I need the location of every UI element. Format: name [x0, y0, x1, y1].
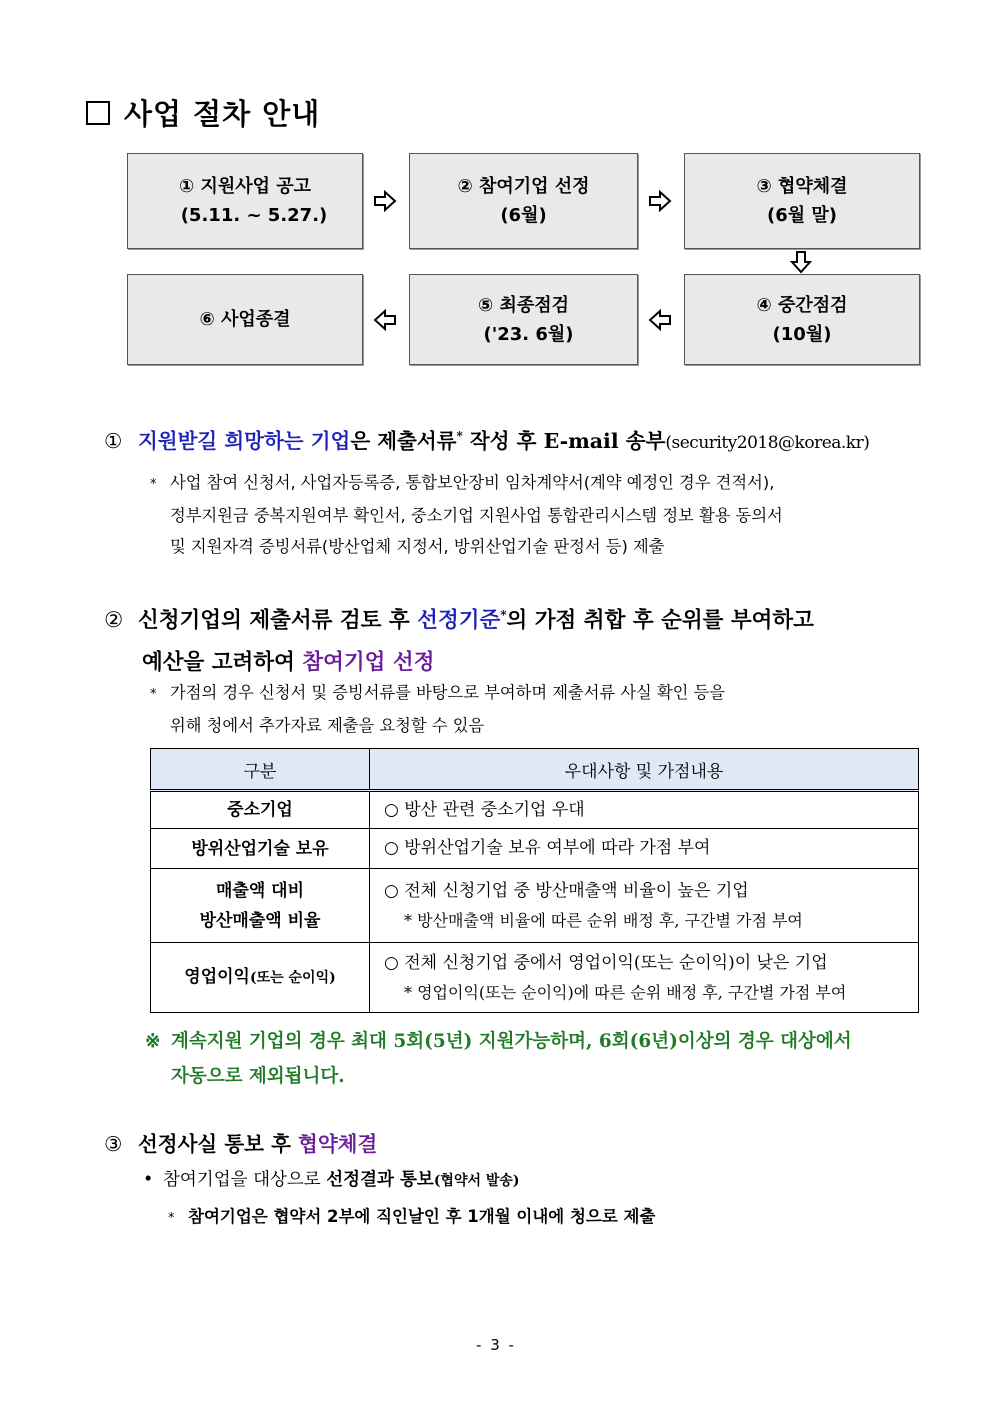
section-3-number: ③	[104, 1132, 123, 1156]
continuation-notice-line-2	[145, 1059, 852, 1094]
section-1-sup: *	[456, 429, 463, 444]
table-row	[151, 869, 919, 943]
table-cell-subline: * 영업이익(또는 순이익)에 따른 순위 배정 후, 구간별 가점 부여	[404, 982, 847, 1002]
section-1-note-line-1: 사업 참여 신청서, 사업자등록증, 통합보안장비 임차계약서(계약 예정인 경우 견적서),	[170, 473, 775, 492]
table-cell-subline: * 방산매출액 비율에 따른 순위 배정 후, 구간별 가점 부여	[404, 910, 803, 930]
flow-step-6	[127, 274, 363, 365]
arrow-down-icon	[788, 249, 814, 275]
table-header-category: 구분	[151, 749, 370, 791]
criteria-table	[150, 748, 919, 1013]
table-header-content: 우대사항 및 가점내용	[370, 749, 919, 791]
flow-step-4-date: (10월)	[772, 323, 832, 345]
section-2-note-line: * 가점의 경우 신청서 및 증빙서류를 바탕으로 부여하며 제출서류 사실 확인 등을	[150, 683, 726, 702]
table-cell-label-line-1: 매출액 대비	[215, 880, 305, 901]
table-cell-line: ○ 전체 신청기업 중 방산매출액 비율이 높은 기업	[384, 880, 749, 901]
section-3-bullet-small: (협약서 발송)	[433, 1173, 520, 1189]
table-cell-label: 방위산업기술 보유	[151, 829, 370, 869]
flow-step-4	[684, 274, 920, 365]
section-2-text-a: 신청기업의 제출서류 검토 후	[138, 608, 418, 634]
continuation-notice-text-2: 자동으로 제외됩니다.	[171, 1066, 345, 1087]
bullet-icon: •	[143, 1170, 154, 1190]
table-cell-value	[370, 943, 919, 1013]
flow-step-3-date: (6월 말)	[766, 205, 838, 226]
flow-step-1	[127, 153, 363, 249]
section-2-line2-a: 예산을 고려하여	[142, 650, 303, 676]
section-3-bullet	[143, 1165, 520, 1197]
checkbox-square-icon	[86, 101, 110, 125]
table-cell-value	[370, 829, 919, 869]
section-1-note	[150, 467, 783, 562]
table-cell-label-small: (또는 순이익)	[249, 970, 336, 986]
continuation-notice-text-1: 계속지원 기업의 경우 최대 5회(5년) 지원가능하며, 6회(6년)이상의 경우 대상에서	[171, 1031, 852, 1052]
section-3-bullet-text: 참여기업을 대상으로	[163, 1170, 327, 1190]
flow-step-3	[684, 153, 920, 249]
table-row	[151, 943, 919, 1013]
flow-step-2-label: ② 참여기업 선정	[457, 176, 590, 197]
section-3-bullet-bold: 선정결과 통보	[326, 1170, 434, 1190]
flow-step-5-label: ⑤ 최종점검	[477, 294, 570, 316]
flow-step-2-date: (6월)	[500, 205, 547, 226]
continuation-notice	[145, 1024, 852, 1094]
arrow-left-icon	[647, 307, 673, 333]
table-cell-label	[151, 943, 370, 1013]
flow-step-5-date: ('23. 6월)	[483, 323, 574, 345]
table-cell-line: ○ 방위산업기술 보유 여부에 따라 가점 부여	[384, 838, 711, 858]
section-2-note-line	[150, 710, 725, 741]
page-title	[86, 92, 320, 133]
table-cell-label-line-2: 방산매출액 비율	[199, 910, 321, 931]
table-cell-label-line-1: 영업이익	[184, 967, 250, 987]
section-3-text-a: 선정사실 통보 후	[138, 1132, 299, 1156]
section-3-note	[168, 1201, 655, 1234]
section-1-email: (security2018@korea.kr)	[665, 433, 870, 453]
section-2-highlight-criteria: 선정기준	[417, 608, 501, 634]
section-1-note-line-3: 및 지원자격 증빙서류(방산업체 지정서, 방위산업기술 판정서 등) 제출	[170, 537, 665, 556]
arrow-left-icon	[372, 307, 398, 333]
section-2-note-line-2: 위해 청에서 추가자료 제출을 요청할 수 있음	[170, 716, 485, 735]
page-number: - 3 -	[476, 1336, 516, 1354]
section-3-highlight: 협약체결	[298, 1132, 378, 1156]
table-header-row	[151, 749, 919, 791]
flow-step-1-label: ① 지원사업 공고	[178, 176, 312, 197]
flow-step-4-label: ④ 중간점검	[756, 294, 848, 316]
table-cell-value	[370, 869, 919, 943]
section-1-text-a: 은 제출서류	[350, 429, 457, 453]
flow-step-5	[409, 274, 638, 365]
page-title-text: 사업 절차 안내	[124, 97, 321, 131]
table-cell-label: 중소기업	[151, 791, 370, 829]
section-2-note-line-1: 가점의 경우 신청서 및 증빙서류를 바탕으로 부여하며 제출서류 사실 확인 등을	[170, 683, 726, 702]
arrow-right-icon	[372, 188, 398, 214]
section-1-text-b: 작성 후 E-mail 송부	[462, 429, 666, 453]
flow-step-3-label: ③ 협약체결	[756, 176, 848, 197]
section-1-note-line: * 사업 참여 신청서, 사업자등록증, 통합보안장비 임차계약서(계약 예정인 경우 견적서),	[150, 473, 775, 492]
section-2-note	[150, 677, 725, 741]
section-1-note-line	[150, 500, 783, 531]
section-2-highlight-selection: 참여기업 선정	[302, 650, 435, 676]
section-2-heading	[104, 594, 814, 684]
reference-mark-icon: ※	[145, 1031, 161, 1052]
section-1-note-line-2: 정부지원금 중복지원여부 확인서, 중소기업 지원사업 통합관리시스템 정보 활용 동의서	[170, 506, 783, 525]
table-cell-line: ○ 전체 신청기업 중에서 영업이익(또는 순이익)이 낮은 기업	[384, 952, 828, 973]
table-cell-value	[370, 791, 919, 829]
flow-step-2	[409, 153, 638, 249]
section-1-note-line	[150, 531, 783, 562]
section-1-highlight: 지원받길 희망하는 기업	[138, 429, 351, 453]
table-cell-line: ○ 방산 관련 중소기업 우대	[384, 799, 585, 820]
table-row	[151, 829, 919, 869]
flow-step-6-label: ⑥ 사업종결	[199, 309, 291, 330]
table-row	[151, 791, 919, 829]
section-2-sup: *	[500, 608, 507, 622]
section-1-number: ①	[104, 429, 123, 453]
section-2-line-1	[104, 594, 814, 642]
arrow-right-icon	[647, 188, 673, 214]
section-3-heading	[104, 1127, 377, 1157]
section-2-number: ②	[104, 608, 124, 634]
continuation-notice-line-1	[145, 1024, 852, 1059]
table-cell-label	[151, 869, 370, 943]
section-3-note-text: 참여기업은 협약서 2부에 직인날인 후 1개월 이내에 청으로 제출	[188, 1207, 656, 1226]
flow-step-1-date: (5.11. ~ 5.27.)	[180, 205, 328, 226]
section-1-heading	[104, 424, 869, 454]
note-star: *	[168, 1211, 175, 1226]
section-2-text-b: 의 가점 취합 후 순위를 부여하고	[506, 608, 814, 634]
